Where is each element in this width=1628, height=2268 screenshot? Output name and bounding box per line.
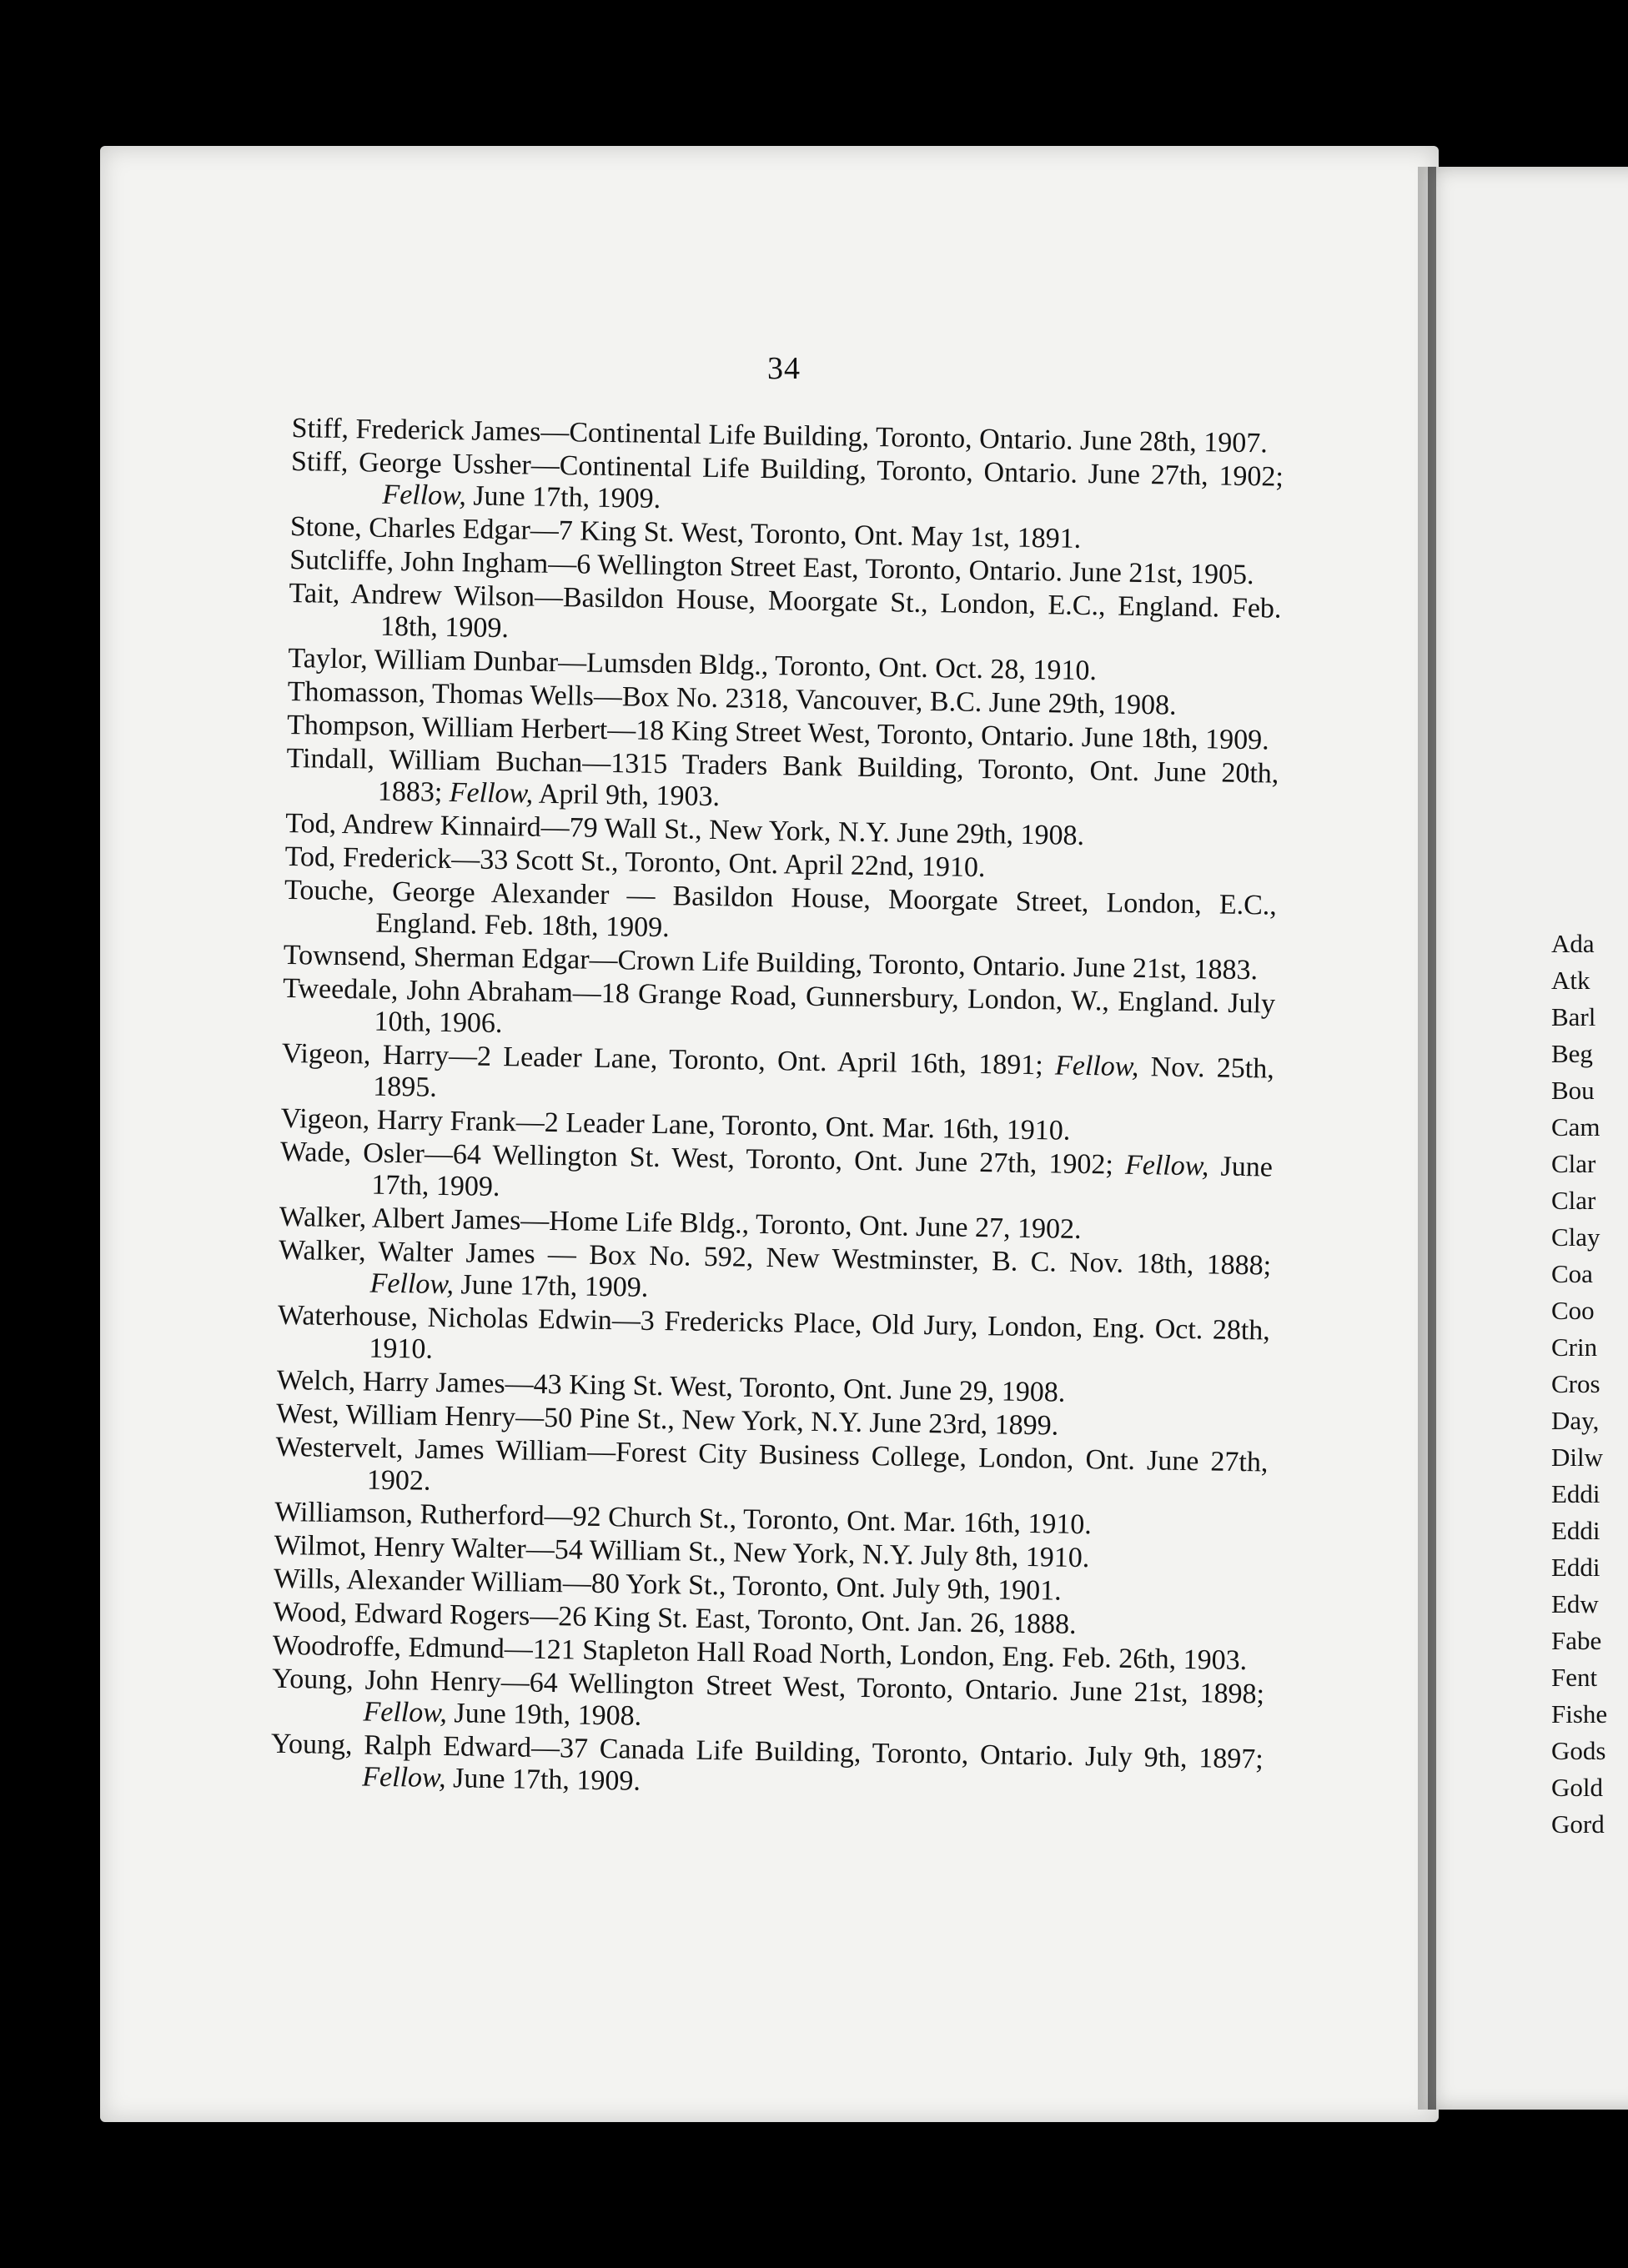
right-page-fragment: Fishe xyxy=(1551,1699,1608,1729)
fellow-date: June 17th, 1909. xyxy=(445,1763,641,1797)
right-page-fragment: Cam xyxy=(1551,1112,1600,1142)
fellow-date: April 9th, 1903. xyxy=(532,778,721,813)
right-page-fragment: Ada xyxy=(1551,929,1595,958)
fellow-label: Fellow, xyxy=(382,479,467,512)
directory-entry xyxy=(270,1729,1264,1808)
page-number: 34 xyxy=(767,351,801,386)
entry-name: Wilmot, Henry Walter xyxy=(274,1529,527,1565)
entry-details: —43 King St. West, Toronto, Ont. June 29, 1908. xyxy=(505,1368,1066,1408)
entry-details: —6 Wellington Street East, Toronto, Ontario. June 21st, 1905. xyxy=(547,548,1254,591)
directory-entries xyxy=(270,413,1284,1809)
right-page-fragment: Atk xyxy=(1551,966,1590,995)
entry-name: Wills, Alexander William xyxy=(273,1563,564,1599)
right-page-fragment: Fabe xyxy=(1551,1626,1602,1655)
entry-name: Walker, Albert James xyxy=(279,1201,521,1237)
entry-name: Young, Ralph Edward xyxy=(270,1728,532,1764)
fellow-label: Fellow, xyxy=(363,1696,448,1729)
entry-details: —64 Wellington Street West, Toronto, Ontario. June 21st, 1898; xyxy=(500,1667,1265,1710)
entry-name: Touche, George Alexander xyxy=(284,874,610,911)
entry-name: Welch, Harry James xyxy=(276,1364,505,1400)
right-page-fragment: Barl xyxy=(1551,1002,1596,1031)
entry-name: Tait, Andrew Wilson xyxy=(289,577,535,613)
entry-details: — Box No. 592, New Westminster, B. C. Nov. 18th, 1888; xyxy=(535,1238,1272,1282)
entry-name: West, William Henry xyxy=(275,1397,516,1433)
fellow-label: Fellow, xyxy=(1054,1050,1139,1083)
entry-name: Waterhouse, Nicholas Edwin xyxy=(277,1299,613,1337)
right-page-fragments xyxy=(1551,926,1628,1843)
right-page-fragment: Clar xyxy=(1551,1149,1596,1178)
right-page-fragment: Coa xyxy=(1551,1259,1593,1288)
fellow-date: June 19th, 1908. xyxy=(446,1698,642,1732)
entry-name: Wood, Edward Rogers xyxy=(273,1596,530,1632)
entry-details: —Continental Life Building, Toronto, Ontario. June 28th, 1907. xyxy=(540,416,1269,459)
entry-details: —Continental Life Building, Toronto, Ontario. June 27th, 1902; xyxy=(530,449,1284,493)
entry-details: —3 Fredericks Place, Old Jury, London, Eng. Oct. 28th, 1910. xyxy=(369,1305,1271,1365)
entry-details: —26 King St. East, Toronto, Ont. Jan. 26, 1888. xyxy=(530,1600,1077,1640)
entry-details: —50 Pine St., New York, N.Y. June 23rd, 1899. xyxy=(515,1402,1059,1442)
entry-name: Stiff, Frederick James xyxy=(291,413,541,448)
fellow-date: June 17th, 1909. xyxy=(371,1151,1274,1203)
entry-details: —18 King Street West, Toronto, Ontario. June 18th, 1909. xyxy=(606,714,1269,756)
entry-name: Sutcliffe, John Ingham xyxy=(289,544,549,580)
entry-name: Tweedale, John Abraham xyxy=(282,972,574,1009)
entry-name: Young, John Henry xyxy=(271,1663,502,1698)
entry-name: Townsend, Sherman Edgar xyxy=(283,939,590,976)
right-page-fragment: Gods xyxy=(1551,1736,1606,1765)
entry-details: —1315 Traders Bank Building, Toronto, Ont. June 20th, 1883; xyxy=(377,747,1279,809)
fellow-date: Nov. 25th, 1895. xyxy=(373,1051,1275,1103)
entry-details: —Forest City Business College, London, Ont. June 27th, 1902. xyxy=(366,1436,1269,1497)
entry-details: —Home Life Bldg., Toronto, Ont. June 27, 1902. xyxy=(520,1205,1082,1245)
right-page-fragment: Clay xyxy=(1551,1222,1600,1252)
entry-name: Vigeon, Harry xyxy=(281,1037,450,1072)
entry-details: —54 William St., New York, N.Y. July 8th, 1910. xyxy=(525,1533,1090,1574)
right-page-fragment: Eddi xyxy=(1551,1516,1600,1545)
right-page-fragment: Edw xyxy=(1551,1589,1599,1618)
fellow-label: Fellow, xyxy=(1124,1149,1209,1182)
right-page-fragment: Bou xyxy=(1551,1076,1595,1105)
entry-name: Stiff, George Ussher xyxy=(290,445,532,481)
entry-name: Stone, Charles Edgar xyxy=(289,510,531,546)
entry-name: Vigeon, Harry Frank xyxy=(280,1102,517,1138)
entry-name: Thomasson, Thomas Wells xyxy=(287,675,595,712)
right-page-fragment: Gord xyxy=(1551,1809,1605,1839)
entry-details: —Lumsden Bldg., Toronto, Ont. Oct. 28, 1910. xyxy=(557,647,1098,687)
right-page-fragment: Beg xyxy=(1551,1039,1593,1068)
entry-details: —37 Canada Life Building, Toronto, Ontario. July 9th, 1897; xyxy=(530,1732,1264,1775)
entry-name: Thompson, William Herbert xyxy=(286,709,608,745)
entry-details: —2 Leader Lane, Toronto, Ont. April 16th, 1891; xyxy=(448,1041,1056,1081)
entry-name: Tod, Andrew Kinnaird xyxy=(284,807,541,843)
entry-name: Tindall, William Buchan xyxy=(286,742,583,779)
right-page-fragment: Eddi xyxy=(1551,1479,1600,1508)
entry-details: —Box No. 2318, Vancouver, B.C. June 29th, 1908. xyxy=(593,680,1177,721)
page-gutter xyxy=(1428,167,1436,2110)
entry-details: —Crown Life Building, Toronto, Ontario. June 21st, 1883. xyxy=(589,944,1259,986)
entry-details: —Basildon House, Moorgate St., London, E.C., England. Feb. 18th, 1909. xyxy=(379,581,1282,645)
right-page-fragment: Dilw xyxy=(1551,1443,1603,1472)
entry-details: —64 Wellington St. West, Toronto, Ont. June 27th, 1902; xyxy=(424,1138,1126,1181)
entry-name: Woodroffe, Edmund xyxy=(272,1629,505,1665)
fellow-date: June 17th, 1909. xyxy=(465,480,661,514)
fellow-label: Fellow, xyxy=(449,777,534,810)
entry-name: Tod, Frederick xyxy=(284,840,452,876)
right-page-fragment: Day, xyxy=(1551,1406,1600,1435)
entry-details: —80 York St., Toronto, Ont. July 9th, 1901. xyxy=(562,1568,1062,1607)
fellow-label: Fellow, xyxy=(369,1267,455,1301)
right-page-fragment: Fent xyxy=(1551,1663,1598,1692)
entry-name: Walker, Walter James xyxy=(278,1234,535,1270)
right-page-fragment: Crin xyxy=(1551,1332,1598,1362)
entry-details: —18 Grange Road, Gunnersbury, London, W., England. July 10th, 1906. xyxy=(374,977,1276,1040)
entry-details: —121 Stapleton Hall Road North, London, Eng. Feb. 26th, 1903. xyxy=(504,1633,1248,1677)
right-page-fragment: Clar xyxy=(1551,1186,1596,1215)
entry-name: Wade, Osler xyxy=(279,1136,425,1170)
entry-details: —2 Leader Lane, Toronto, Ont. Mar. 16th, 1910. xyxy=(515,1106,1071,1147)
fellow-label: Fellow, xyxy=(362,1761,446,1794)
right-page-fragment: Gold xyxy=(1551,1773,1603,1802)
entry-name: Williamson, Rutherford xyxy=(274,1496,545,1532)
right-page-fragment: Cros xyxy=(1551,1369,1600,1398)
fellow-date: June 17th, 1909. xyxy=(453,1269,649,1303)
entry-details: — Basildon House, Moorgate Street, London, E.C., England. Feb. 18th, 1909. xyxy=(375,880,1278,944)
entry-details: —33 Scott St., Toronto, Ont. April 22nd, 1910. xyxy=(450,844,986,884)
entry-name: Westervelt, James William xyxy=(275,1431,588,1468)
entry-name: Taylor, William Dunbar xyxy=(288,642,559,679)
entry-details: —92 Church St., Toronto, Ont. Mar. 16th, 1910. xyxy=(544,1500,1093,1541)
right-page-fragment: Eddi xyxy=(1551,1553,1600,1582)
entry-details: —7 King St. West, Toronto, Ont. May 1st, 1891. xyxy=(530,514,1082,554)
right-page-fragment: Coo xyxy=(1551,1296,1595,1325)
entry-details: —79 Wall St., New York, N.Y. June 29th, 1908. xyxy=(540,811,1085,851)
